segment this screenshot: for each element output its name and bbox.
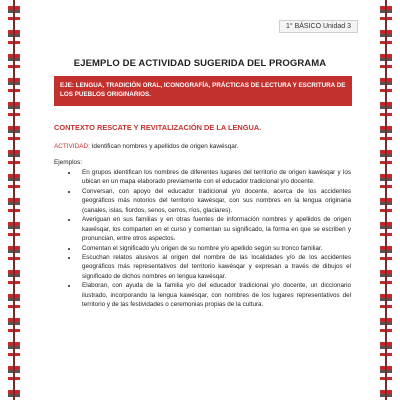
list-item: • En grupos identifican los nombres de diferentes lugares del territorio de origen kawésqar y los ubican en un mapa elaborado previamente con el educador tradicional y/o docente. <box>78 168 351 187</box>
list-item: • Averiguan en sus familias y en otras fuentes de información nombres y apellidos de origen kawésqar, los comparten en el curso y comentan su significado, la forma en que se escriben y pronuncian, entre otros aspectos. <box>78 215 351 243</box>
context-heading: CONTEXTO RESCATE Y REVITALIZACIÓN DE LA LENGUA. <box>54 123 262 132</box>
eje-banner: EJE: LENGUA, TRADICIÓN ORAL, ICONOGRAFÍA, PRÁCTICAS DE LECTURA Y ESCRITURA DE LOS PUEBLOS ORIGINARIOS. <box>54 76 352 106</box>
list-item: • Escuchan relatos alusivos al origen del nombre de las localidades y/o de los accidentes geográficos más representativos del territorio kawésqar y expresan a través de dibujos el significado de dichos nombres en lengua kawésqar. <box>78 253 351 281</box>
list-item: • Conversan, con apoyo del educador tradicional y/o docente, acerca de los accidentes geográficos más notorios del territorio kawésqar, con sus nombres en la lengua originaria (canales, islas, fiordos, senos, cerros, ríos, glaciares). <box>78 187 351 215</box>
page-title: EJEMPLO DE ACTIVIDAD SUGERIDA DEL PROGRAMA <box>73 58 327 69</box>
examples-list <box>54 168 351 310</box>
grade-unit-badge: 1° BÁSICO Unidad 3 <box>279 20 358 33</box>
list-item: • Elaboran, con ayuda de la familia y/o del educador tradicional y/o docente, un diccionario ilustrado, incorporando la lengua kawésqar, con nombres de los lugares representativos del territorio y de las festividades o ceremonias propias de la cultura. <box>78 281 351 309</box>
activity-label: ACTIVIDAD: <box>54 143 90 150</box>
activity-text: Identifican nombres y apellidos de origen kawésqar. <box>89 143 239 150</box>
list-item: • Comentan el significado y/u origen de su nombre y/o apellido según su tronco familiar. <box>78 244 351 253</box>
examples-label: Ejemplos: <box>54 159 83 166</box>
activity-line <box>54 143 238 150</box>
